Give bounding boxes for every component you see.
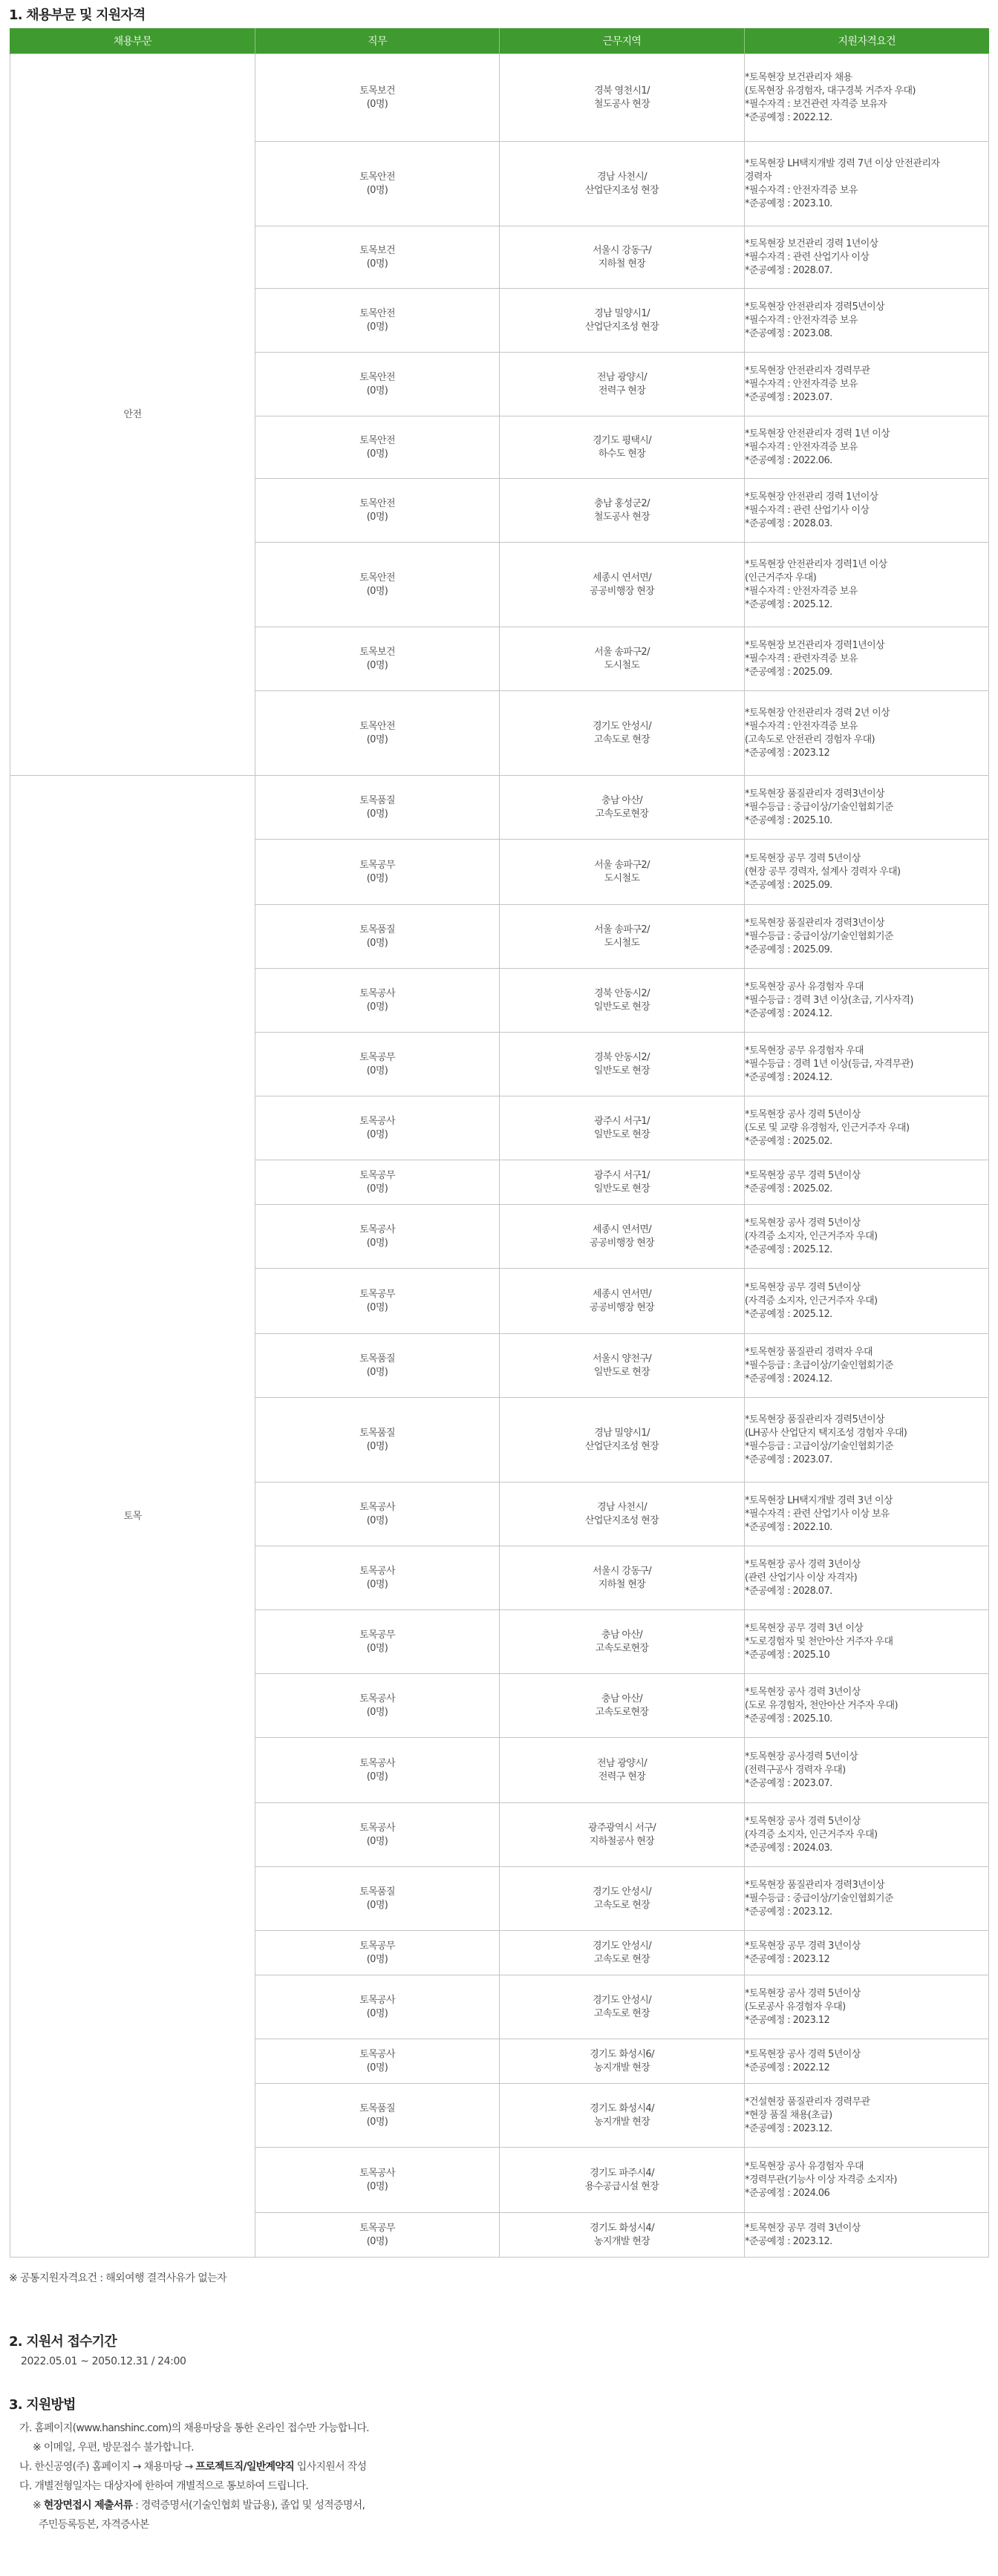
location-cell: 광주시 서구1/ 일반도로 현장: [500, 1096, 745, 1160]
requirements-cell: [745, 1334, 989, 1398]
requirements-cell: [745, 1096, 989, 1160]
requirement-line: (자격증 소지자, 인근거주자 우대): [745, 1828, 878, 1840]
requirement-line: *필수자격 : 관련 산업기사 이상 보유: [745, 1508, 890, 1520]
job-cell: 토목공사 (0명): [255, 969, 500, 1033]
requirements-cell: [745, 1610, 989, 1674]
requirement-line: *준공예정 : 2025.12.: [745, 1308, 832, 1320]
location-cell: 경기도 파주시4/ 용수공급시설 현장: [500, 2148, 745, 2213]
requirements-cell: [745, 479, 989, 543]
requirement-line: *준공예정 : 2023.08.: [745, 327, 832, 339]
method-line-d-cont: 주민등록등본, 자격증사본: [39, 2519, 149, 2531]
requirements-cell: [745, 416, 989, 479]
requirement-line: (관련 산업기사 이상 자격자): [745, 1572, 858, 1583]
requirements-cell: [745, 1674, 989, 1738]
requirement-line: (LH공사 산업단지 택지조성 경험자 우대): [745, 1427, 907, 1439]
requirement-line: *토목현장 보건관리 경력 1년이상: [745, 238, 878, 249]
requirement-line: *필수등급 : 경력 3년 이상(초급, 기사자격): [745, 994, 913, 1006]
table-body: [10, 54, 989, 2258]
requirement-line: (전력구공사 경력자 우대): [745, 1764, 846, 1776]
requirement-line: *필수자격 : 안전자격증 보유: [745, 720, 858, 732]
requirements-cell: [745, 289, 989, 353]
requirement-line: *준공예정 : 2028.07.: [745, 264, 832, 276]
requirement-line: *준공예정 : 2023.12: [745, 1953, 830, 1965]
requirement-line: *토목현장 공무 경력 3년이상: [745, 2222, 861, 2234]
location-cell: 서울시 강동구/ 지하철 현장: [500, 226, 745, 289]
requirement-line: *필수자격 : 안전자격증 보유: [745, 585, 858, 597]
requirement-line: *준공예정 : 2025.09.: [745, 944, 832, 955]
requirement-line: *토목현장 안전관리자 경력5년이상: [745, 301, 885, 313]
requirement-line: *건설현장 품질관리자 경력무관: [745, 2096, 870, 2108]
job-cell: 토목공무 (0명): [255, 840, 500, 905]
location-cell: 경북 안동시2/ 일반도로 현장: [500, 969, 745, 1033]
requirement-line: *준공예정 : 2025.10.: [745, 1713, 832, 1725]
location-cell: 광주광역시 서구/ 지하철공사 현장: [500, 1803, 745, 1867]
requirement-line: (도로공사 유경험자 우대): [745, 2001, 846, 2013]
method-line-b-bold: 프로젝트직/일반계약직: [195, 2461, 295, 2473]
location-cell: 서울 송파구2/ 도시철도: [500, 840, 745, 905]
location-cell: 경기도 안성시/ 고속도로 현장: [500, 1975, 745, 2039]
job-cell: 토목공사 (0명): [255, 1738, 500, 1803]
location-cell: 세종시 연서면/ 공공비행장 현장: [500, 543, 745, 627]
method-line-b-suffix: 입사지원서 작성: [294, 2461, 367, 2473]
application-period: 2022.05.01 ~ 2050.12.31 / 24:00: [21, 2356, 186, 2367]
job-cell: 토목품질 (0명): [255, 905, 500, 969]
location-cell: 충남 아산/ 고속도로현장: [500, 1674, 745, 1738]
method-line-d: [19, 2496, 369, 2515]
location-cell: 경남 사천시/ 산업단지조성 현장: [500, 1482, 745, 1546]
table-row: [10, 776, 989, 840]
job-cell: 토목품질 (0명): [255, 2084, 500, 2148]
dept-cell: 토목: [10, 776, 255, 2258]
job-cell: 토목공사 (0명): [255, 1803, 500, 1867]
requirements-cell: [745, 840, 989, 905]
requirement-line: *토목현장 안전관리자 경력 1년 이상: [745, 428, 890, 439]
requirement-line: *토목현장 공무 유경험자 우대: [745, 1045, 864, 1056]
requirement-line: *필수자격 : 안전자격증 보유: [745, 378, 858, 390]
requirement-line: *토목현장 공사 경력 3년이상: [745, 1686, 861, 1698]
requirement-line: *준공예정 : 2023.12: [745, 2014, 830, 2026]
application-method: [19, 2419, 369, 2534]
job-cell: 토목보건 (0명): [255, 627, 500, 691]
requirements-cell: [745, 1269, 989, 1334]
method-line-d-suffix: : 경력증명서(기술인협회 발급용), 졸업 및 성적증명서,: [132, 2500, 365, 2511]
requirement-line: *준공예정 : 2023.07.: [745, 1777, 832, 1789]
common-requirement-note: ※ 공통지원자격요건 : 해외여행 결격사유가 없는자: [9, 2272, 226, 2284]
requirements-cell: [745, 627, 989, 691]
requirements-cell: [745, 1975, 989, 2039]
requirement-line: *필수자격 : 보건관련 자격증 보유자: [745, 98, 887, 110]
job-cell: 토목보건 (0명): [255, 54, 500, 142]
header-job: 직무: [255, 28, 500, 54]
requirement-line: *토목현장 공무 경력 3년 이상: [745, 1622, 864, 1634]
requirement-line: *필수자격 : 안전자격증 보유: [745, 184, 858, 196]
job-cell: 토목품질 (0명): [255, 1867, 500, 1931]
job-cell: 토목공무 (0명): [255, 1160, 500, 1205]
requirement-line: *필수등급 : 초급이상/기술인협회기준: [745, 1359, 893, 1371]
job-cell: 토목안전 (0명): [255, 479, 500, 543]
requirements-cell: [745, 691, 989, 776]
requirement-line: *현장 품질 채용(초급): [745, 2109, 832, 2121]
requirement-line: *준공예정 : 2025.12.: [745, 598, 832, 610]
location-cell: 경기도 안성시/ 고속도로 현장: [500, 1867, 745, 1931]
job-cell: 토목공무 (0명): [255, 2213, 500, 2258]
requirement-line: *필수자격 : 안전자격증 보유: [745, 441, 858, 453]
requirement-line: (자격증 소지자, 인근거주자 우대): [745, 1230, 878, 1242]
requirements-cell: [745, 905, 989, 969]
method-line-a: 가. 홈페이지(www.hanshinc.com)의 채용마당을 통한 온라인 접수만 가능합니다.: [19, 2422, 369, 2434]
job-cell: 토목안전 (0명): [255, 353, 500, 416]
requirement-line: *필수등급 : 경력 1년 이상(등급, 자격무관): [745, 1058, 913, 1070]
job-cell: 토목안전 (0명): [255, 691, 500, 776]
method-line-d-bold: 현장면접시 제출서류: [43, 2500, 133, 2511]
requirements-cell: [745, 353, 989, 416]
location-cell: 경기도 화성시4/ 농지개발 현장: [500, 2084, 745, 2148]
requirement-line: *준공예정 : 2025.02.: [745, 1135, 832, 1147]
dept-cell: 안전: [10, 54, 255, 776]
job-cell: 토목품질 (0명): [255, 776, 500, 840]
requirements-cell: [745, 776, 989, 840]
requirement-line: *토목현장 LH택지개발 경력 7년 이상 안전관리자: [745, 157, 940, 169]
requirement-line: *준공예정 : 2022.06.: [745, 454, 832, 466]
requirement-line: *토목현장 안전관리자 경력무관: [745, 365, 870, 376]
requirement-line: *준공예정 : 2025.09.: [745, 666, 832, 678]
requirement-line: *준공예정 : 2028.03.: [745, 517, 832, 529]
job-cell: 토목공사 (0명): [255, 2148, 500, 2213]
requirement-line: (고속도로 안전관리 경험자 우대): [745, 733, 875, 745]
job-cell: 토목안전 (0명): [255, 289, 500, 353]
job-cell: 토목품질 (0명): [255, 1398, 500, 1482]
requirement-line: (도로 유경험자, 천안아산 거주자 우대): [745, 1699, 898, 1711]
requirements-cell: [745, 2213, 989, 2258]
method-line-b: [19, 2457, 369, 2477]
requirement-line: *준공예정 : 2022.12: [745, 2062, 830, 2073]
header-location: 근무지역: [500, 28, 745, 54]
requirement-line: (자격증 소지자, 인근거주자 우대): [745, 1295, 878, 1307]
job-cell: 토목공사 (0명): [255, 1482, 500, 1546]
requirement-line: *준공예정 : 2025.12.: [745, 1243, 832, 1255]
requirement-line: *필수등급 : 중급이상/기술인협회기준: [745, 930, 893, 942]
requirement-line: *준공예정 : 2023.07.: [745, 391, 832, 403]
section1-title: 1. 채용부문 및 지원자격: [9, 7, 146, 23]
requirements-cell: [745, 2084, 989, 2148]
job-cell: 토목공사 (0명): [255, 1674, 500, 1738]
requirement-line: *준공예정 : 2025.10.: [745, 814, 832, 826]
requirement-line: *토목현장 품질관리자 경력3년이상: [745, 1879, 885, 1891]
requirements-cell: [745, 1867, 989, 1931]
job-cell: 토목공무 (0명): [255, 1931, 500, 1975]
requirements-cell: [745, 2039, 989, 2084]
requirements-cell: [745, 142, 989, 226]
location-cell: 경북 영천시1/ 철도공사 현장: [500, 54, 745, 142]
job-cell: 토목품질 (0명): [255, 1334, 500, 1398]
location-cell: 경기도 평택시/ 하수도 현장: [500, 416, 745, 479]
requirement-line: *토목현장 품질관리자 경력3년이상: [745, 788, 885, 800]
requirement-line: *필수등급 : 중급이상/기술인협회기준: [745, 1892, 893, 1904]
method-line-c: 다. 개별전형일자는 대상자에 한하여 개별적으로 통보하여 드립니다.: [19, 2480, 309, 2492]
requirement-line: *준공예정 : 2023.12.: [745, 2235, 832, 2247]
section3-title: 3. 지원방법: [9, 2397, 76, 2413]
requirements-cell: [745, 1033, 989, 1096]
location-cell: 세종시 연서면/ 공공비행장 현장: [500, 1269, 745, 1334]
requirement-line: *도로경험자 및 천안아산 거주자 우대: [745, 1635, 893, 1647]
requirement-line: *토목현장 공사 경력 5년이상: [745, 1217, 861, 1229]
requirement-line: *토목현장 공무 경력 5년이상: [745, 1281, 861, 1293]
requirement-line: *토목현장 공사경력 5년이상: [745, 1750, 858, 1762]
requirement-line: *경력무관(기능사 이상 자격증 소지자): [745, 2174, 897, 2186]
requirement-line: *준공예정 : 2025.02.: [745, 1183, 832, 1194]
requirements-cell: [745, 1160, 989, 1205]
location-cell: 광주시 서구1/ 일반도로 현장: [500, 1160, 745, 1205]
requirement-line: *토목현장 공사 경력 5년이상: [745, 1815, 861, 1827]
requirement-line: *필수자격 : 관련자격증 보유: [745, 653, 858, 664]
requirement-line: *준공예정 : 2022.10.: [745, 1521, 832, 1533]
requirement-line: *토목현장 공사 경력 5년이상: [745, 2048, 861, 2060]
location-cell: 경기도 안성시/ 고속도로 현장: [500, 691, 745, 776]
location-cell: 서울시 강동구/ 지하철 현장: [500, 1546, 745, 1610]
requirement-line: (인근거주자 우대): [745, 572, 817, 583]
location-cell: 경기도 화성시4/ 농지개발 현장: [500, 2213, 745, 2258]
requirement-line: *필수등급 : 중급이상/기술인협회기준: [745, 801, 893, 813]
location-cell: 서울시 양천구/ 일반도로 현장: [500, 1334, 745, 1398]
requirement-line: *준공예정 : 2023.12.: [745, 1906, 832, 1918]
requirement-line: *토목현장 공무 경력 3년이상: [745, 1940, 861, 1952]
job-cell: 토목안전 (0명): [255, 543, 500, 627]
requirements-cell: [745, 2148, 989, 2213]
requirement-line: *준공예정 : 2023.12.: [745, 2122, 832, 2134]
requirements-cell: [745, 1205, 989, 1269]
job-cell: 토목공무 (0명): [255, 1269, 500, 1334]
requirement-line: *준공예정 : 2024.12.: [745, 1071, 832, 1083]
location-cell: 경남 밀양시1/ 산업단지조성 현장: [500, 1398, 745, 1482]
requirement-line: *준공예정 : 2024.03.: [745, 1842, 832, 1854]
requirement-line: *토목현장 공사 유경험자 우대: [745, 981, 864, 993]
job-cell: 토목공사 (0명): [255, 1096, 500, 1160]
location-cell: 경북 안동시2/ 일반도로 현장: [500, 1033, 745, 1096]
job-cell: 토목공사 (0명): [255, 1205, 500, 1269]
requirement-line: *토목현장 공사 경력 5년이상: [745, 1987, 861, 1999]
requirement-line: *토목현장 공사 경력 5년이상: [745, 1108, 861, 1120]
requirement-line: *필수자격 : 관련 산업기사 이상: [745, 504, 870, 516]
requirement-line: *준공예정 : 2023.10.: [745, 197, 832, 209]
requirement-line: *필수등급 : 고급이상/기술인협회기준: [745, 1440, 893, 1452]
location-cell: 전남 광양시/ 전력구 현장: [500, 1738, 745, 1803]
requirement-line: *토목현장 품질관리 경력자 우대: [745, 1346, 873, 1358]
requirements-cell: [745, 1546, 989, 1610]
requirement-line: *준공예정 : 2028.07.: [745, 1585, 832, 1597]
requirement-line: *준공예정 : 2024.12.: [745, 1373, 832, 1385]
table-row: [10, 54, 989, 142]
requirement-line: *토목현장 품질관리자 경력3년이상: [745, 917, 885, 929]
table-header-row: [10, 28, 989, 54]
location-cell: 충남 아산/ 고속도로현장: [500, 776, 745, 840]
method-line-a-note: ※ 이메일, 우편, 방문접수 불가합니다.: [33, 2442, 194, 2454]
requirement-line: *토목현장 공무 경력 5년이상: [745, 852, 861, 864]
requirement-line: *준공예정 : 2024.12.: [745, 1007, 832, 1019]
method-line-d-prefix: ※: [33, 2500, 44, 2511]
requirement-line: *토목현장 품질관리자 경력5년이상: [745, 1413, 885, 1425]
job-cell: 토목보건 (0명): [255, 226, 500, 289]
header-dept: 채용부문: [10, 28, 255, 54]
job-cell: 토목공사 (0명): [255, 1546, 500, 1610]
requirements-cell: [745, 1398, 989, 1482]
requirements-cell: [745, 543, 989, 627]
job-cell: 토목공무 (0명): [255, 1033, 500, 1096]
location-cell: 충남 홍성군2/ 철도공사 현장: [500, 479, 745, 543]
requirement-line: *토목현장 공사 경력 3년이상: [745, 1558, 861, 1570]
location-cell: 경남 밀양시1/ 산업단지조성 현장: [500, 289, 745, 353]
requirement-line: *토목현장 LH택지개발 경력 3년 이상: [745, 1494, 893, 1506]
requirement-line: *토목현장 공사 유경험자 우대: [745, 2160, 864, 2172]
requirement-line: *준공예정 : 2024.06: [745, 2187, 830, 2199]
requirement-line: *준공예정 : 2023.07.: [745, 1454, 832, 1465]
requirement-line: *준공예정 : 2025.09.: [745, 879, 832, 891]
requirement-line: *필수자격 : 관련 산업기사 이상: [745, 251, 870, 263]
job-cell: 토목공사 (0명): [255, 2039, 500, 2084]
location-cell: 서울 송파구2/ 도시철도: [500, 627, 745, 691]
requirement-line: *토목현장 공무 경력 5년이상: [745, 1169, 861, 1181]
job-cell: 토목공무 (0명): [255, 1610, 500, 1674]
requirement-line: *토목현장 안전관리자 경력1년 이상: [745, 558, 887, 570]
location-cell: 경기도 화성시6/ 농지개발 현장: [500, 2039, 745, 2084]
requirements-cell: [745, 1482, 989, 1546]
requirements-cell: [745, 54, 989, 142]
requirements-cell: [745, 1803, 989, 1867]
recruitment-table: [10, 28, 989, 2258]
requirement-line: *토목현장 안전관리 경력 1년이상: [745, 491, 878, 503]
header-requirements: 지원자격요건: [745, 28, 989, 54]
requirement-line: (현장 공무 경력자, 설계사 경력자 우대): [745, 866, 901, 877]
job-cell: 토목안전 (0명): [255, 142, 500, 226]
location-cell: 경남 사천시/ 산업단지조성 현장: [500, 142, 745, 226]
requirement-line: *준공예정 : 2025.10: [745, 1649, 830, 1661]
location-cell: 서울 송파구2/ 도시철도: [500, 905, 745, 969]
location-cell: 경기도 안성시/ 고속도로 현장: [500, 1931, 745, 1975]
requirement-line: *준공예정 : 2022.12.: [745, 111, 832, 123]
requirement-line: (도로 및 교량 유경험자, 인근거주자 우대): [745, 1122, 910, 1134]
requirement-line: 경력자: [745, 171, 772, 183]
requirement-line: *준공예정 : 2023.12: [745, 747, 830, 759]
requirement-line: *토목현장 안전관리자 경력 2년 이상: [745, 707, 890, 719]
job-cell: 토목공사 (0명): [255, 1975, 500, 2039]
job-cell: 토목안전 (0명): [255, 416, 500, 479]
location-cell: 충남 아산/ 고속도로현장: [500, 1610, 745, 1674]
requirements-cell: [745, 226, 989, 289]
section2-title: 2. 지원서 접수기간: [9, 2334, 117, 2350]
location-cell: 세종시 연서면/ 공공비행장 현장: [500, 1205, 745, 1269]
requirement-line: *토목현장 보건관리자 채용: [745, 71, 852, 83]
requirements-cell: [745, 969, 989, 1033]
method-line-b-prefix: 나. 한신공영(주) 홈페이지 → 채용마당 →: [19, 2461, 196, 2473]
requirement-line: *필수자격 : 안전자격증 보유: [745, 314, 858, 326]
requirement-line: (토목현장 유경험자, 대구경북 거주자 우대): [745, 85, 916, 97]
requirement-line: *토목현장 보건관리자 경력1년이상: [745, 639, 885, 651]
location-cell: 전남 광양시/ 전력구 현장: [500, 353, 745, 416]
requirements-cell: [745, 1738, 989, 1803]
requirements-cell: [745, 1931, 989, 1975]
